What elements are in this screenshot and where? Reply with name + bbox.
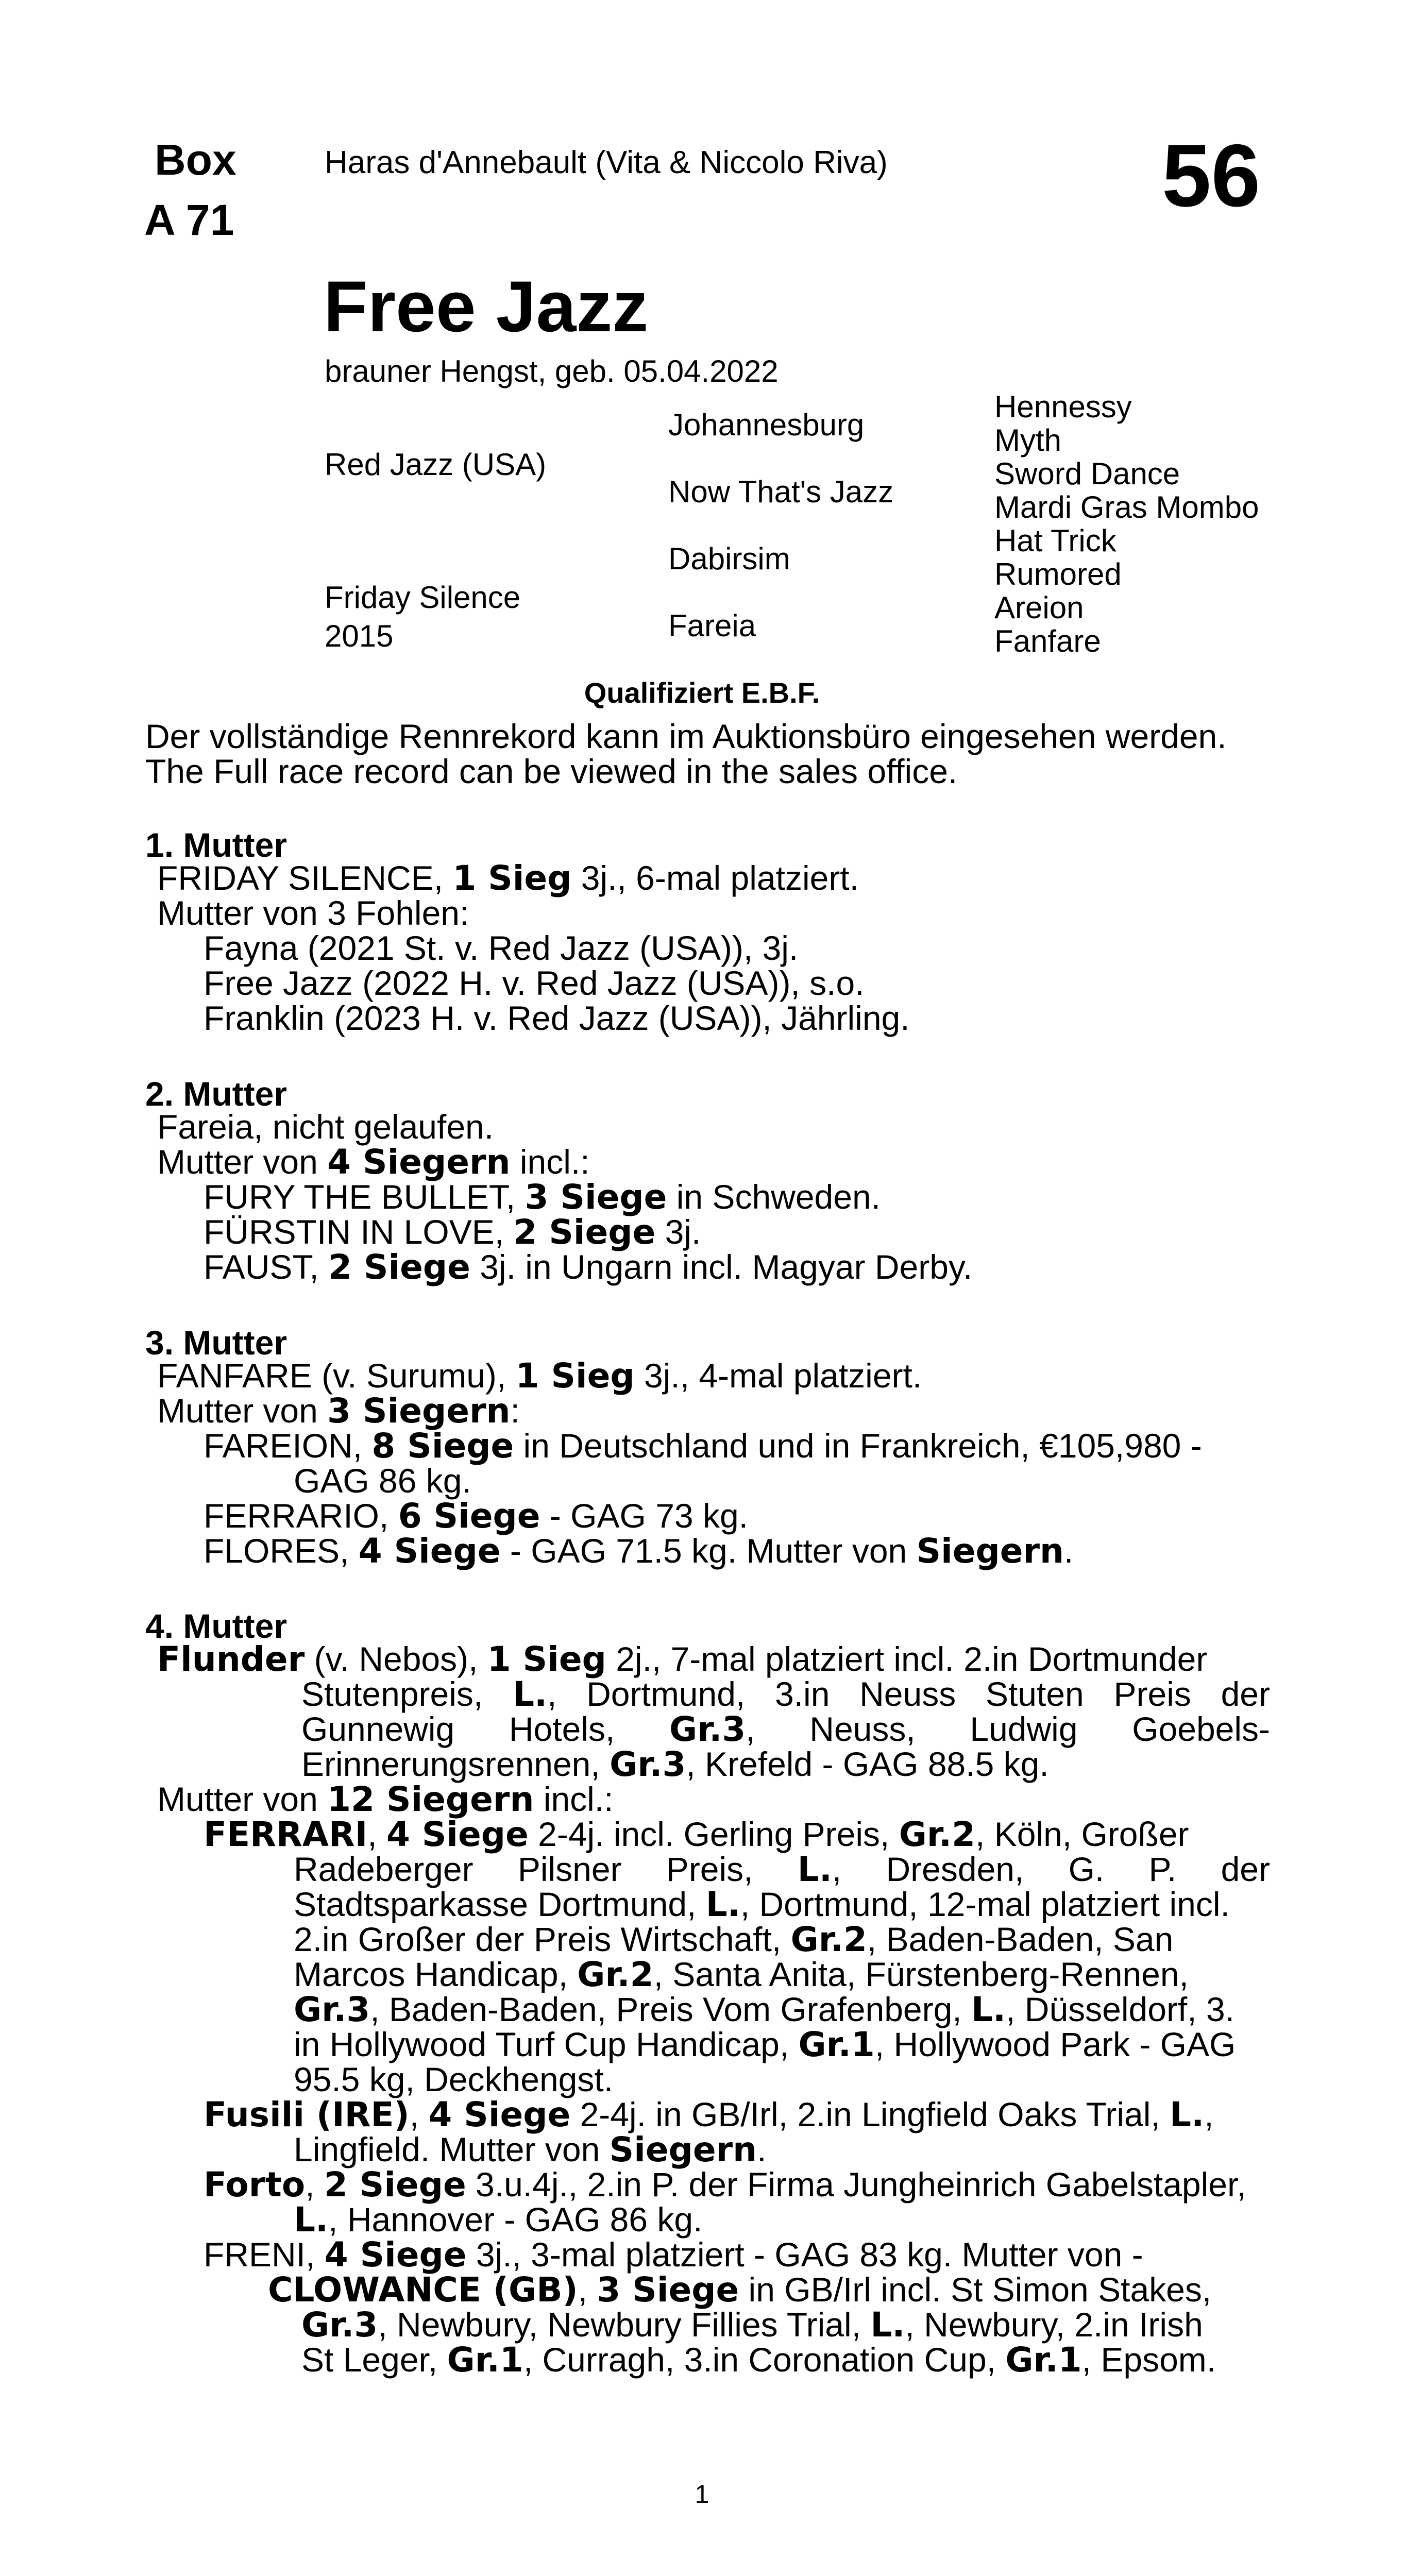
pedigree-line: Stutenpreis, L., Dortmund, 3.in Neuss Stuten Preis der bbox=[301, 1674, 1270, 1714]
pedigree-great-grandparent: Sword Dance bbox=[994, 456, 1180, 491]
pedigree-great-grandparent: Fanfare bbox=[994, 624, 1101, 658]
pedigree-line: L., Hannover - GAG 86 kg. bbox=[294, 2200, 703, 2240]
horse-description: brauner Hengst, geb. 05.04.2022 bbox=[325, 354, 779, 388]
pedigree-line: Mutter von 12 Siegern incl.: bbox=[157, 1780, 614, 1819]
pedigree-dam-year: 2015 bbox=[325, 619, 394, 653]
section-title: 2. Mutter bbox=[145, 1075, 287, 1113]
pedigree-line: Gunnewig Hotels, Gr.3, Neuss, Ludwig Goebels- bbox=[301, 1709, 1271, 1749]
pedigree-line: Forto, 2 Siege 3.u.4j., 2.in P. der Firma Jungheinrich Gabelstapler, bbox=[204, 2165, 1246, 2205]
pedigree-grandparent: Dabirsim bbox=[668, 541, 790, 576]
pedigree-line: Fareia, nicht gelaufen. bbox=[157, 1108, 494, 1146]
pedigree-line: CLOWANCE (GB), 3 Siege in GB/Irl incl. St Simon Stakes, bbox=[268, 2270, 1212, 2310]
pedigree-line: Stadtsparkasse Dortmund, L., Dortmund, 12-mal platziert incl. bbox=[294, 1885, 1230, 1924]
pedigree-line: in Hollywood Turf Cup Handicap, Gr.1, Hollywood Park - GAG bbox=[294, 2025, 1236, 2064]
pedigree-line: Mutter von 3 Fohlen: bbox=[157, 894, 469, 932]
pedigree-line: Mutter von 3 Siegern: bbox=[157, 1391, 520, 1431]
pedigree-line: Free Jazz (2022 H. v. Red Jazz (USA)), s.o. bbox=[204, 964, 865, 1002]
pedigree-line: Mutter von 4 Siegern incl.: bbox=[157, 1142, 590, 1182]
pedigree-line: St Leger, Gr.1, Curragh, 3.in Coronation Cup, Gr.1, Epsom. bbox=[301, 2340, 1216, 2380]
pedigree-great-grandparent: Hat Trick bbox=[994, 523, 1117, 558]
section-title: 3. Mutter bbox=[145, 1324, 287, 1362]
pedigree-great-grandparent: Areion bbox=[994, 590, 1084, 625]
pedigree-line: GAG 86 kg. bbox=[294, 1462, 471, 1500]
box-number: A 71 bbox=[144, 196, 234, 244]
pedigree-great-grandparent: Mardi Gras Mombo bbox=[994, 490, 1259, 524]
consignor: Haras d'Annebault (Vita & Niccolo Riva) bbox=[325, 145, 888, 180]
pedigree-line: FLORES, 4 Siege - GAG 71.5 kg. Mutter von Siegern. bbox=[204, 1531, 1074, 1571]
pedigree-line: Gr.3, Baden-Baden, Preis Vom Grafenberg, L., Düsseldorf, 3. bbox=[294, 1990, 1234, 2029]
pedigree-line: FANFARE (v. Surumu), 1 Sieg 3j., 4-mal platziert. bbox=[157, 1356, 922, 1396]
pedigree-line: Lingfield. Mutter von Siegern. bbox=[294, 2130, 767, 2170]
horse-name: Free Jazz bbox=[324, 266, 649, 347]
pedigree-sire: Red Jazz (USA) bbox=[325, 447, 547, 482]
pedigree-line: Erinnerungsrennen, Gr.3, Krefeld - GAG 88.5 kg. bbox=[301, 1744, 1049, 1784]
pedigree-line: FRENI, 4 Siege 3j., 3-mal platziert - GAG 83 kg. Mutter von - bbox=[204, 2235, 1143, 2275]
pedigree-great-grandparent: Hennessy bbox=[994, 389, 1132, 424]
section-title: 4. Mutter bbox=[145, 1607, 287, 1645]
pedigree-line: FERRARIO, 6 Siege - GAG 73 kg. bbox=[204, 1496, 749, 1536]
pedigree-line: Fayna (2021 St. v. Red Jazz (USA)), 3j. bbox=[204, 929, 799, 967]
pedigree-line: Marcos Handicap, Gr.2, Santa Anita, Fürstenberg-Rennen, bbox=[294, 1955, 1189, 1994]
notice-english: The Full race record can be viewed in the sales office. bbox=[145, 752, 958, 790]
pedigree-line: Radeberger Pilsner Preis, L., Dresden, G. P. der bbox=[294, 1850, 1270, 1889]
lot-number: 56 bbox=[1162, 126, 1261, 225]
page-number: 1 bbox=[695, 2480, 709, 2509]
pedigree-line: FAREION, 8 Siege in Deutschland und in Frankreich, €105,980 - bbox=[204, 1426, 1202, 1466]
pedigree-line: Gr.3, Newbury, Newbury Fillies Trial, L., Newbury, 2.in Irish bbox=[301, 2305, 1203, 2345]
pedigree-grandparent: Fareia bbox=[668, 608, 756, 643]
section-title: 1. Mutter bbox=[145, 826, 287, 864]
pedigree-line: 2.in Großer der Preis Wirtschaft, Gr.2, Baden-Baden, San bbox=[294, 1920, 1174, 1959]
pedigree-line: FERRARI, 4 Siege 2-4j. incl. Gerling Preis, Gr.2, Köln, Großer bbox=[204, 1815, 1189, 1854]
pedigree-line: FAUST, 2 Siege 3j. in Ungarn incl. Magyar Derby. bbox=[204, 1247, 973, 1287]
pedigree-line: FRIDAY SILENCE, 1 Sieg 3j., 6-mal platziert. bbox=[157, 858, 859, 898]
pedigree-line: Fusili (IRE), 4 Siege 2-4j. in GB/Irl, 2.in Lingfield Oaks Trial, L., bbox=[204, 2095, 1214, 2134]
pedigree-line: FURY THE BULLET, 3 Siege in Schweden. bbox=[204, 1177, 881, 1217]
pedigree-dam: Friday Silence bbox=[325, 580, 521, 615]
pedigree-line: Franklin (2023 H. v. Red Jazz (USA)), Jährling. bbox=[204, 999, 910, 1037]
pedigree-grandparent: Johannesburg bbox=[668, 408, 865, 442]
qualification: Qualifiziert E.B.F. bbox=[584, 676, 820, 709]
pedigree-line: 95.5 kg, Deckhengst. bbox=[294, 2060, 614, 2098]
pedigree-grandparent: Now That's Jazz bbox=[668, 474, 894, 509]
pedigree-line: FÜRSTIN IN LOVE, 2 Siege 3j. bbox=[204, 1212, 701, 1252]
pedigree-great-grandparent: Rumored bbox=[994, 557, 1122, 591]
pedigree-great-grandparent: Myth bbox=[994, 423, 1062, 457]
notice-german: Der vollständige Rennrekord kann im Auktionsbüro eingesehen werden. bbox=[145, 717, 1227, 755]
pedigree-line: Flunder (v. Nebos), 1 Sieg 2j., 7-mal platziert incl. 2.in Dortmunder bbox=[157, 1639, 1208, 1679]
box-label: Box bbox=[155, 135, 236, 184]
